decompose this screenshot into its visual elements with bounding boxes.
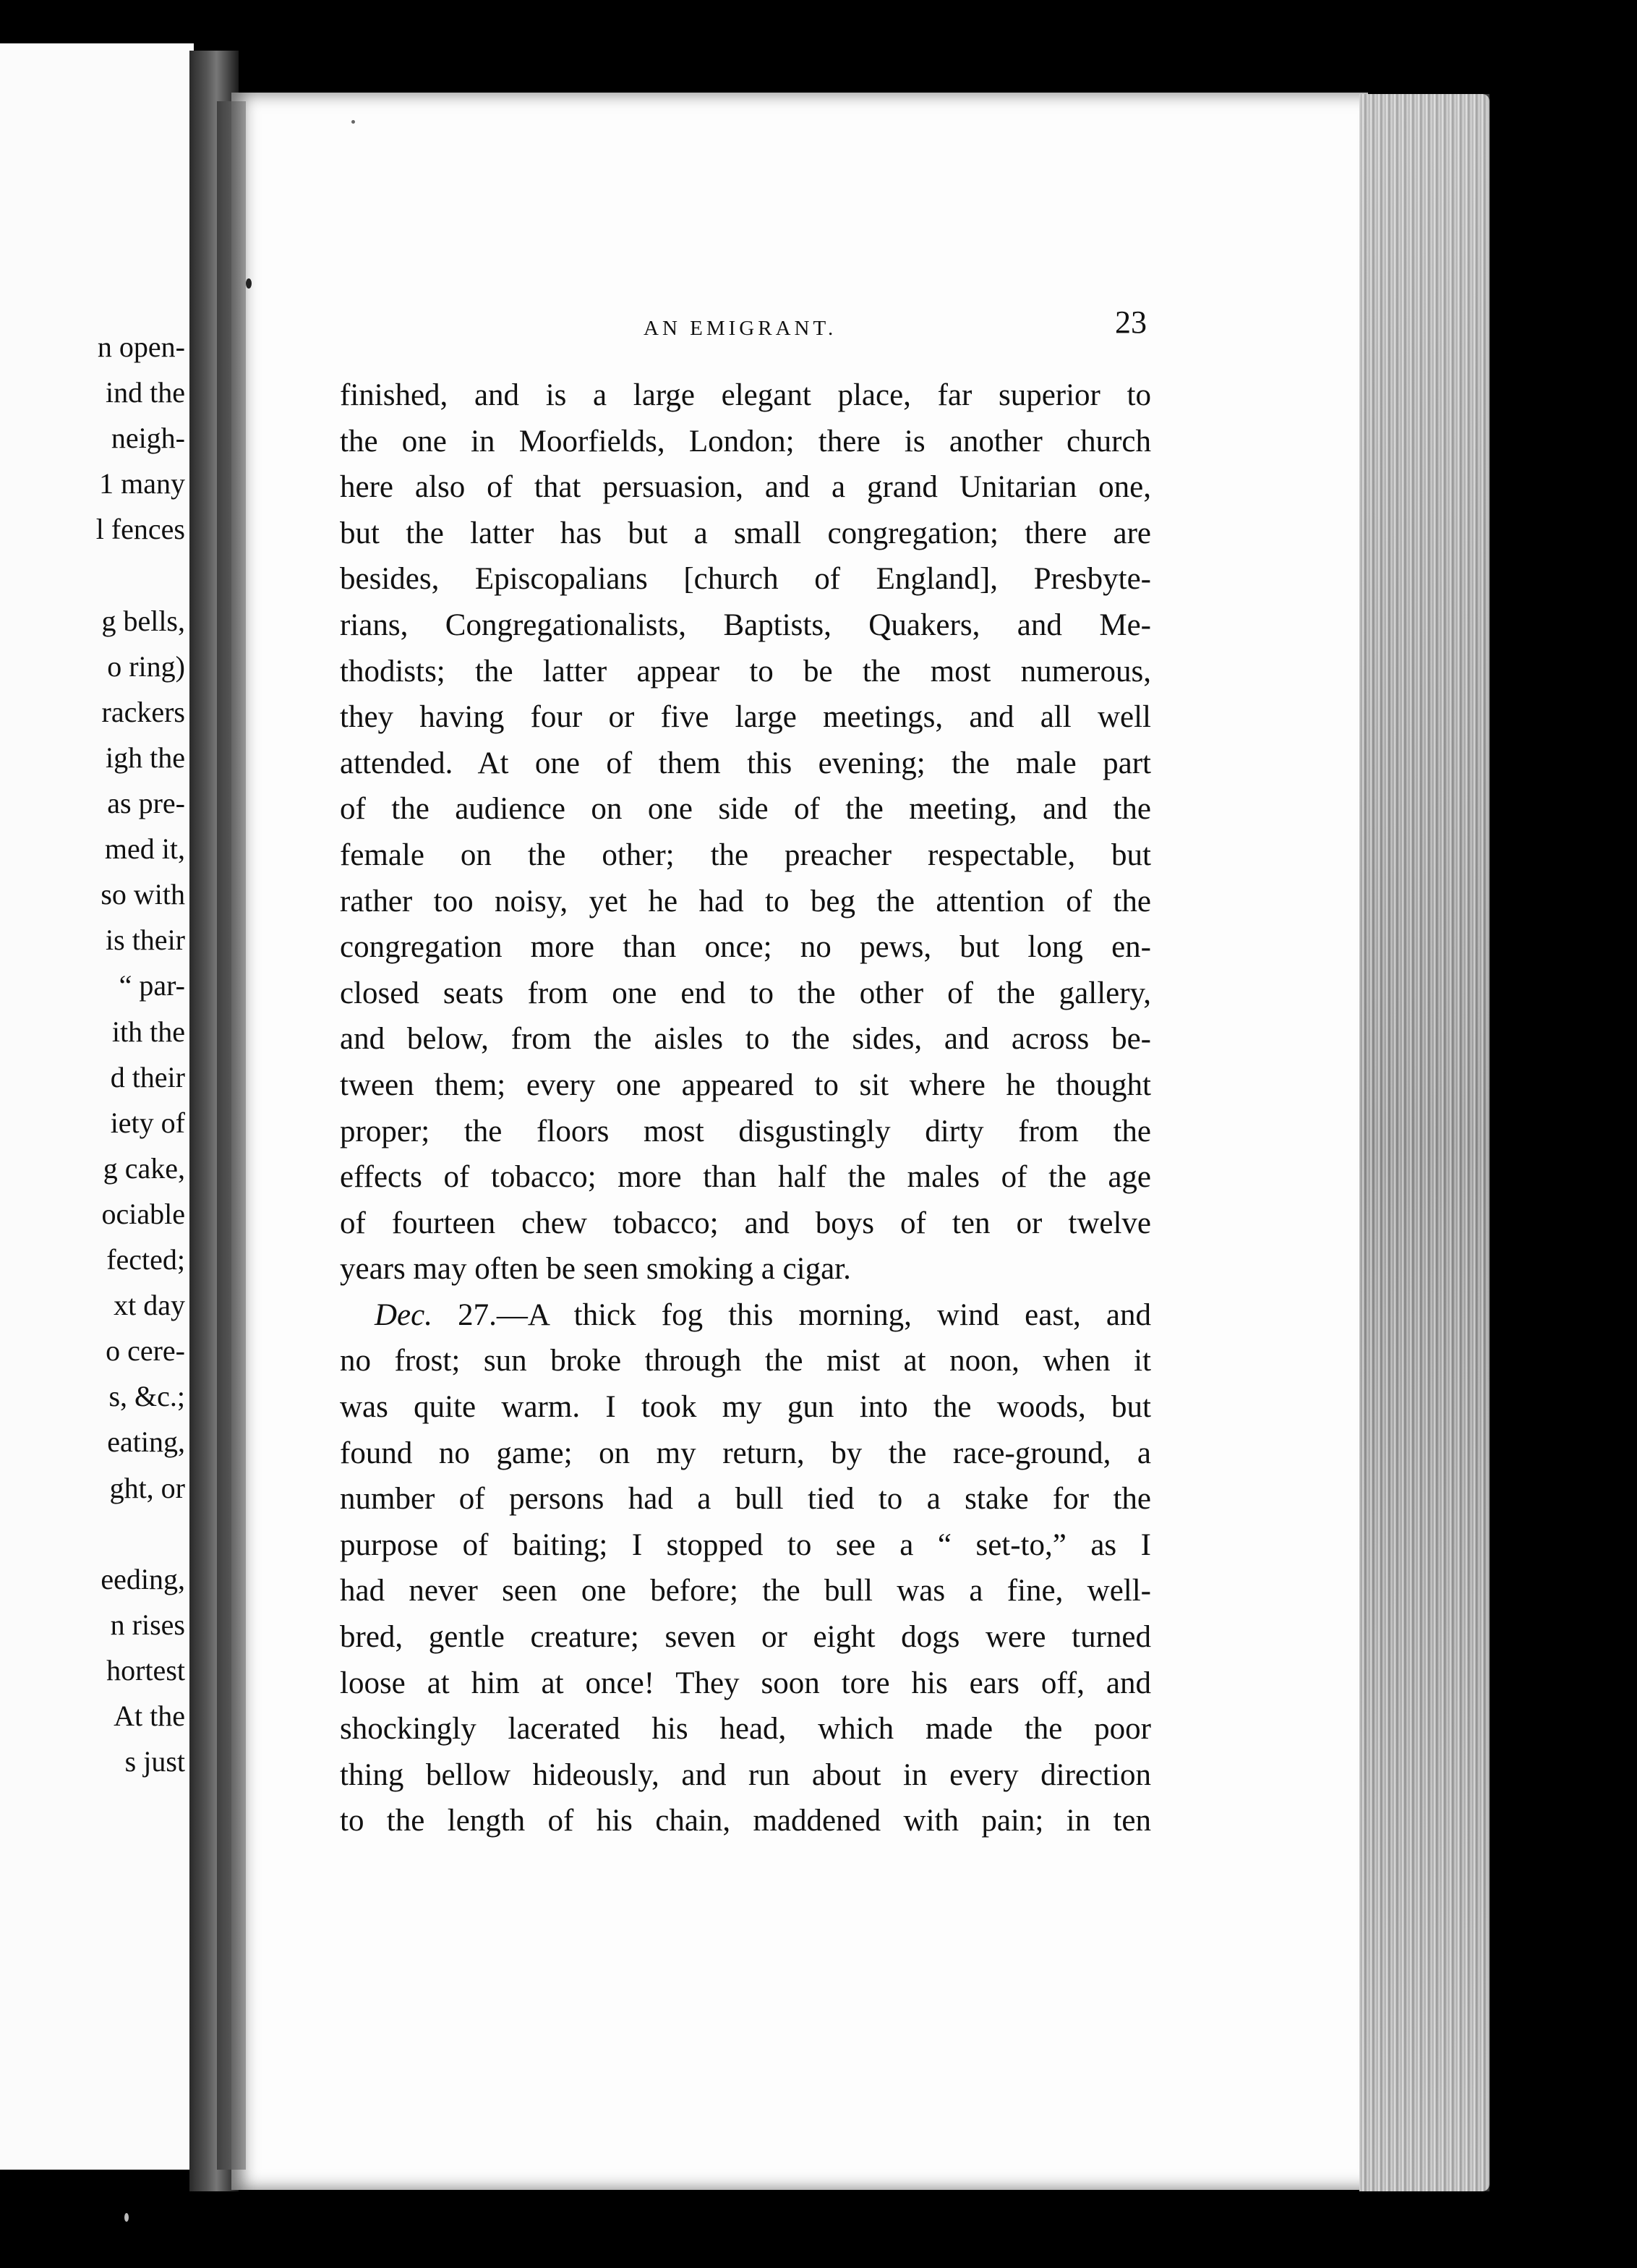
left-page-fragment xyxy=(0,43,194,2170)
left-page-line: “ par- xyxy=(119,969,185,1002)
text-line: had never seen one before; the bull was a fine, well- xyxy=(340,1574,1151,1608)
text-line: finished, and is a large elegant place, far superior to xyxy=(340,378,1151,412)
book-fore-edge xyxy=(1359,94,1489,2191)
left-page-line: rackers xyxy=(101,695,185,728)
text-line: was quite warm. I took my gun into the woods, but xyxy=(340,1390,1151,1425)
left-page-line: ociable xyxy=(101,1197,185,1230)
text-line: no frost; sun broke through the mist at noon, when it xyxy=(340,1344,1151,1378)
left-page-line: 1 many xyxy=(99,467,185,500)
speck-mark xyxy=(246,278,252,289)
gutter-shadow xyxy=(217,101,246,2170)
dec-label: Dec. xyxy=(375,1297,432,1332)
text-line: attended. At one of them this evening; the male part xyxy=(340,746,1151,780)
text-line: congregation more than once; no pews, but long en- xyxy=(340,930,1151,965)
left-page-line: d their xyxy=(110,1060,185,1094)
left-page-line: eating, xyxy=(107,1425,185,1459)
text-line: they having four or five large meetings, and all well xyxy=(340,700,1151,735)
left-page-line: s just xyxy=(124,1745,185,1778)
text-line: female on the other; the preacher respectable, but xyxy=(340,837,1151,872)
dec-line-text: 27.—A thick fog this morning, wind east, and xyxy=(432,1297,1151,1332)
text-line: besides, Episcopalians [church of England], Presbyte- xyxy=(340,562,1151,597)
left-page-line: med it, xyxy=(104,832,185,866)
text-line: rians, Congregationalists, Baptists, Quakers, and Me- xyxy=(340,608,1151,642)
left-page-line: ith the xyxy=(111,1015,185,1048)
left-page-line: s, &c.; xyxy=(108,1380,185,1413)
page-number: 23 xyxy=(1115,304,1147,340)
left-page-line: g cake, xyxy=(103,1151,185,1185)
text-line: rather too noisy, yet he had to beg the attention of the xyxy=(340,884,1151,918)
text-line: of fourteen chew tobacco; and boys of ten or twelve xyxy=(340,1206,1151,1240)
left-page-line: o cere- xyxy=(106,1334,185,1368)
running-head: AN EMIGRANT. xyxy=(644,317,837,340)
text-line: here also of that persuasion, and a grand Unitarian one, xyxy=(340,470,1151,505)
text-line: bred, gentle creature; seven or eight dogs were turned xyxy=(340,1620,1151,1655)
left-page-line: o ring) xyxy=(107,649,185,683)
text-line: proper; the floors most disgustingly dirty from the xyxy=(340,1114,1151,1148)
text-line: but the latter has but a small congregation; there are xyxy=(340,516,1151,550)
left-page-line: as pre- xyxy=(107,787,185,819)
left-page-line: n rises xyxy=(110,1608,185,1641)
speck-mark xyxy=(124,2213,129,2222)
text-line: to the length of his chain, maddened with pain; in ten xyxy=(340,1804,1151,1838)
left-page-line: At the xyxy=(114,1700,185,1732)
left-page-line: igh the xyxy=(106,741,185,774)
left-page-line: hortest xyxy=(106,1653,185,1687)
text-line: purpose of baiting; I stopped to see a “ set-to,” as I xyxy=(340,1527,1151,1562)
text-line: and below, from the aisles to the sides, and across be- xyxy=(340,1022,1151,1057)
text-line: effects of tobacco; more than half the males of the age xyxy=(340,1160,1151,1195)
left-page-line: iety of xyxy=(110,1106,185,1139)
text-line: found no game; on my return, by the race-ground, a xyxy=(340,1436,1151,1470)
text-line xyxy=(340,1292,1151,1339)
left-page-line: g bells, xyxy=(101,604,185,637)
text-line: loose at him at once! They soon tore his ears off, and xyxy=(340,1666,1151,1700)
text-line: tween them; every one appeared to sit where he thought xyxy=(340,1067,1151,1102)
left-page-line: fected; xyxy=(106,1243,185,1276)
left-page-line: so with xyxy=(101,878,185,911)
paragraph-1 xyxy=(340,372,1151,1292)
text-line: the one in Moorfields, London; there is another church xyxy=(340,424,1151,459)
left-page-line: neigh- xyxy=(111,422,185,455)
left-page-line: l fences xyxy=(95,513,185,546)
left-page-line: is their xyxy=(106,924,185,957)
text-line: thing bellow hideously, and run about in every direction xyxy=(340,1757,1151,1792)
text-line: thodists; the latter appear to be the most numerous, xyxy=(340,654,1151,688)
left-page-line: ind the xyxy=(106,376,185,409)
left-page-line: xt day xyxy=(114,1289,185,1322)
left-page-line: ght, or xyxy=(109,1471,185,1504)
body-text xyxy=(340,372,1151,1844)
left-page-line: eeding, xyxy=(101,1562,185,1595)
left-page-line: n open- xyxy=(97,331,185,363)
text-line: of the audience on one side of the meeting, and the xyxy=(340,792,1151,827)
text-line: shockingly lacerated his head, which made the poor xyxy=(340,1712,1151,1747)
text-line: closed seats from one end to the other of the gallery, xyxy=(340,976,1151,1010)
text-line: years may often be seen smoking a cigar. xyxy=(340,1252,851,1287)
speck-mark xyxy=(351,120,355,124)
paragraph-2 xyxy=(340,1338,1151,1844)
text-line: number of persons had a bull tied to a stake for the xyxy=(340,1482,1151,1517)
